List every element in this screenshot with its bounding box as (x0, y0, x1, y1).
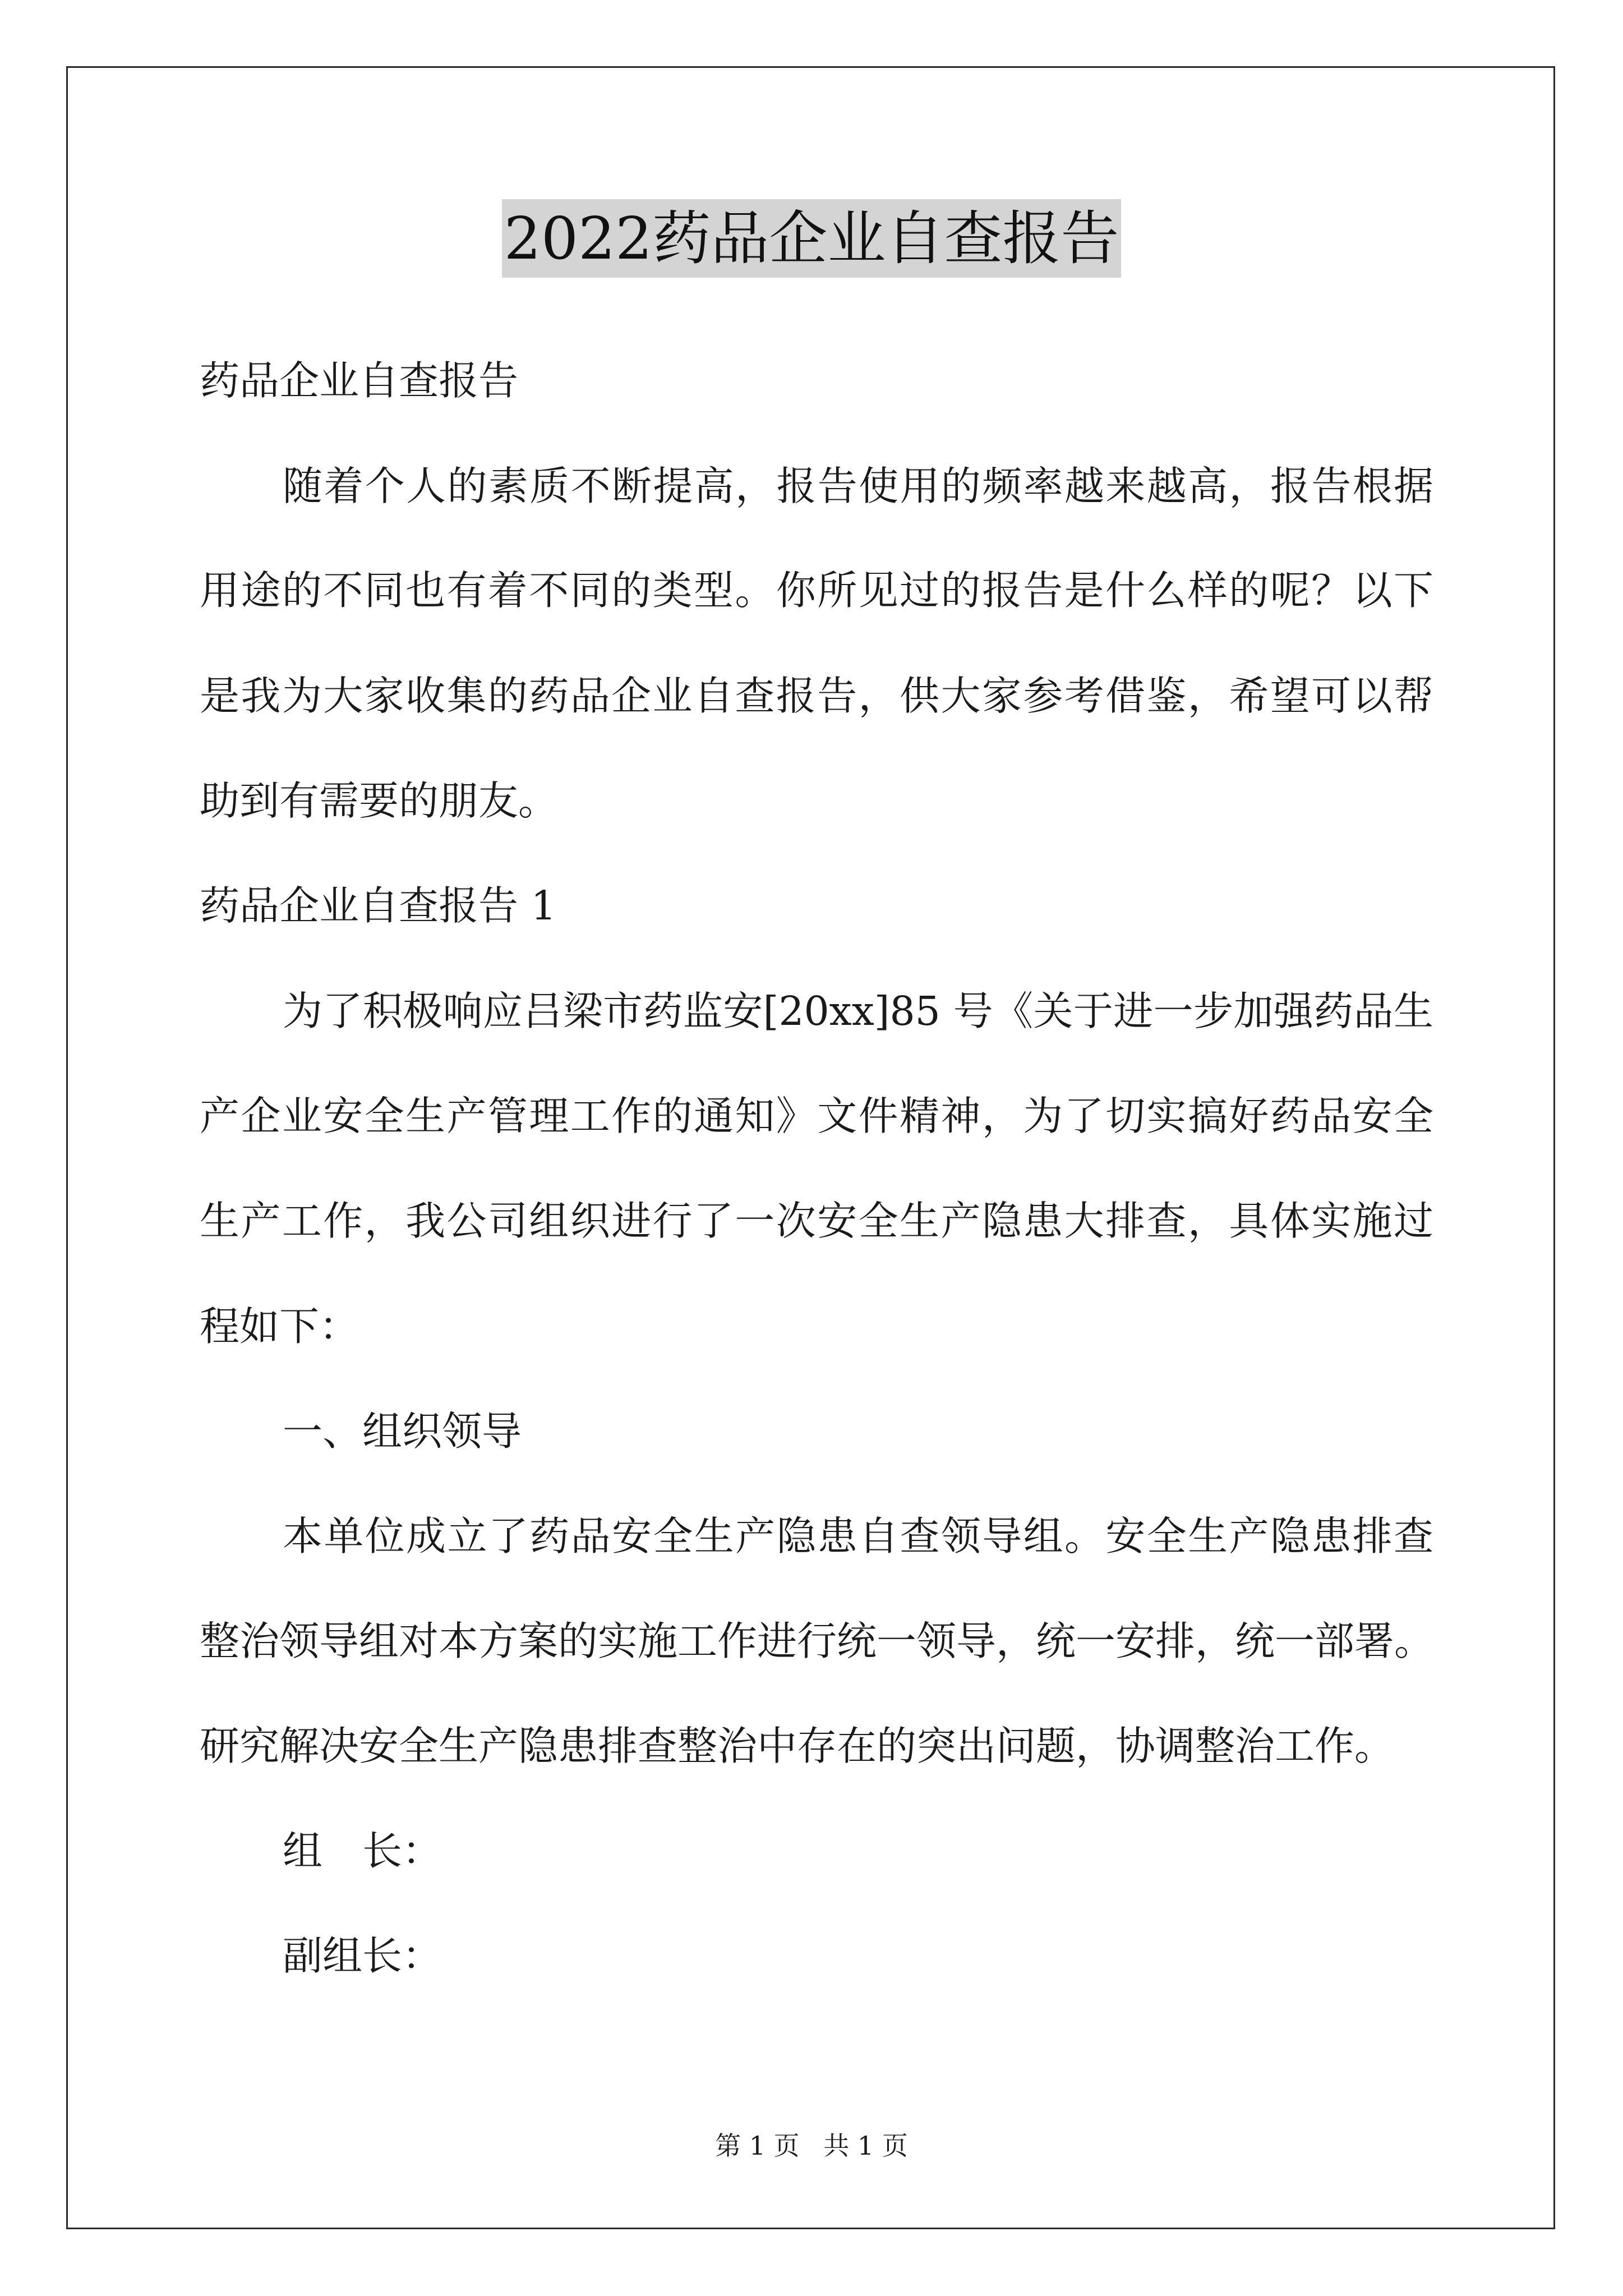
paragraph-line: 研究解决安全生产隐患排查整治中存在的突出问题，协调整治工作。 (200, 1723, 1395, 1769)
paragraph-line: 是我为大家收集的药品企业自查报告，供大家参考借鉴，希望可以帮 (200, 673, 1433, 719)
paragraph-line: 用途的不同也有着不同的类型。你所见过的报告是什么样的呢？以下 (200, 567, 1433, 614)
role-label-deputy-leader: 副组长： (283, 1932, 442, 1979)
subsection-heading: 一、组织领导 (283, 1408, 522, 1455)
paragraph-line: 程如下： (200, 1303, 359, 1350)
page-number: 第 1 页 (715, 2131, 800, 2161)
paragraph-line: 产企业安全生产管理工作的通知》文件精神，为了切实搞好药品安全 (200, 1093, 1433, 1139)
page-total: 共 1 页 (823, 2131, 908, 2161)
role-label-leader: 组 长： (283, 1828, 442, 1874)
section-heading: 药品企业自查报告 1 (200, 882, 556, 929)
paragraph-line: 为了积极响应吕梁市药监安[20xx]85 号《关于进一步加强药品生 (283, 988, 1433, 1034)
section-heading: 药品企业自查报告 (200, 357, 519, 404)
paragraph-line: 生产工作，我公司组织进行了一次安全生产隐患大排查，具体实施过 (200, 1198, 1433, 1244)
document-title: 2022药品企业自查报告 (502, 199, 1122, 278)
paragraph-line: 助到有需要的朋友。 (200, 777, 559, 824)
title-container (0, 199, 1623, 278)
paragraph-line: 随着个人的素质不断提高，报告使用的频率越来越高，报告根据 (283, 463, 1433, 509)
paragraph-line: 本单位成立了药品安全生产隐患自查领导组。安全生产隐患排查 (283, 1513, 1433, 1559)
page-footer (0, 2129, 1623, 2162)
paragraph-line: 整治领导组对本方案的实施工作进行统一领导，统一安排，统一部署。 (200, 1618, 1435, 1664)
